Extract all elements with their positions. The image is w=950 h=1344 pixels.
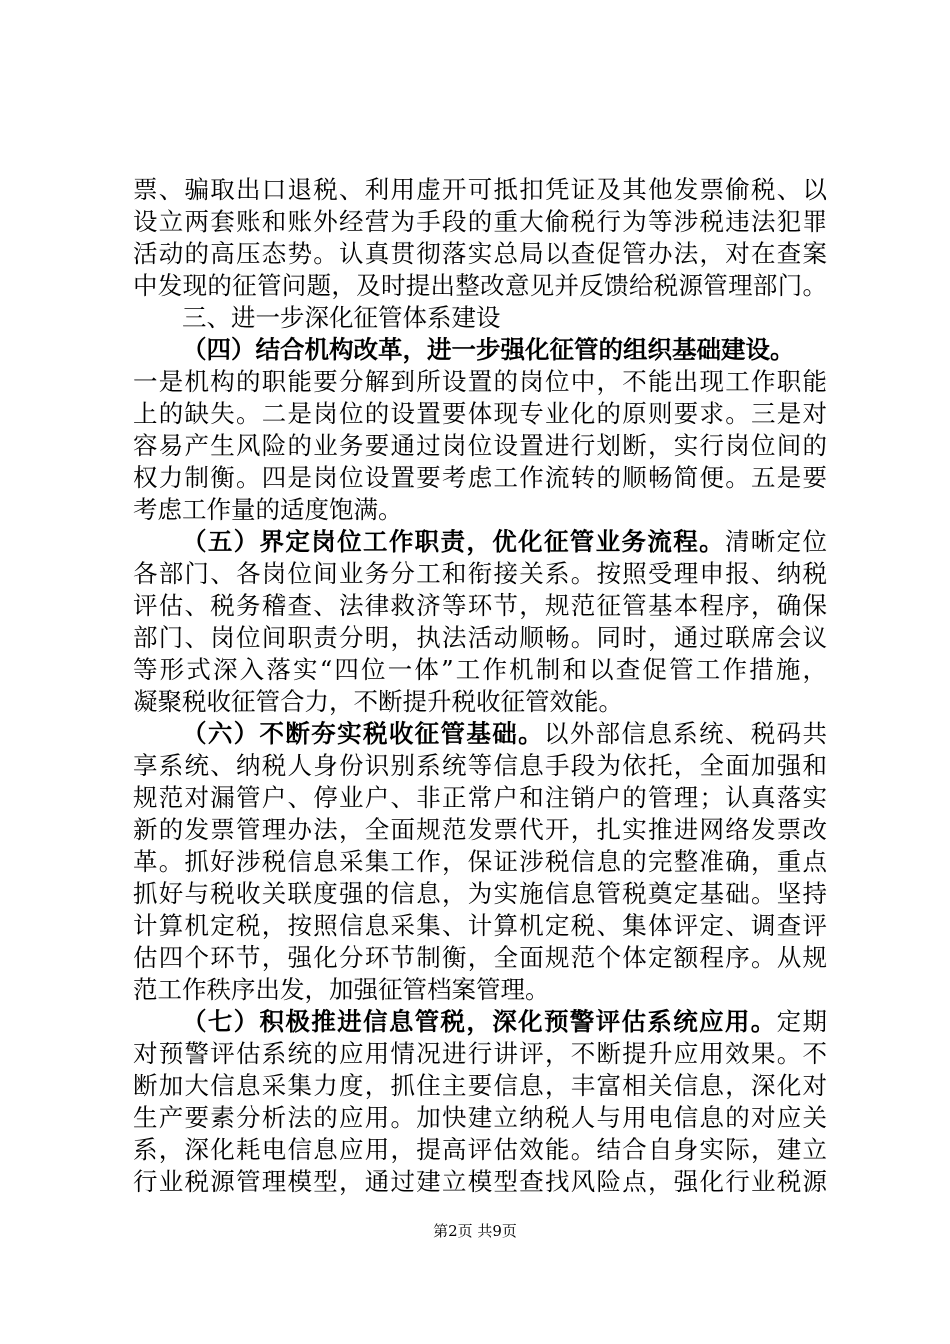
text-line: 享系统、纳税人身份识别系统等信息手段为依托，全面加强和 bbox=[133, 751, 827, 780]
text-line bbox=[133, 718, 827, 750]
text-line: 中发现的征管问题，及时提出整改意见并反馈给税源管理部门。 bbox=[133, 271, 827, 300]
text-line: 考虑工作量的适度饱满。 bbox=[133, 495, 403, 524]
text-line: 凝聚税收征管合力，不断提升税收征管效能。 bbox=[133, 687, 623, 716]
heading-run: （六）不断夯实税收征管基础。 bbox=[182, 719, 544, 748]
text-line: 三、进一步深化征管体系建设 bbox=[182, 303, 501, 332]
text-line: 革。抓好涉税信息采集工作，保证涉税信息的完整准确，重点 bbox=[133, 847, 827, 876]
text-line: 断加大信息采集力度，抓住主要信息，丰富相关信息，深化对 bbox=[133, 1071, 827, 1100]
body-run: 清晰定位 bbox=[724, 527, 827, 556]
document-body bbox=[133, 174, 827, 1198]
text-line: 抓好与税收关联度强的信息，为实施信息管税奠定基础。坚持 bbox=[133, 879, 827, 908]
text-line: 评估、税务稽查、法律救济等环节，规范征管基本程序，确保 bbox=[133, 591, 827, 620]
text-line: 估四个环节，强化分环节制衡，全面规范个体定额程序。从规 bbox=[133, 943, 827, 972]
text-line bbox=[133, 1006, 827, 1038]
text-line: 对预警评估系统的应用情况进行讲评，不断提升应用效果。不 bbox=[133, 1039, 827, 1068]
text-line: 各部门、各岗位间业务分工和衔接关系。按照受理申报、纳税 bbox=[133, 559, 827, 588]
text-line: 系，深化耗电信息应用，提高评估效能。结合自身实际，建立 bbox=[133, 1135, 827, 1164]
text-line: （四）结合机构改革，进一步强化征管的组织基础建设。 bbox=[182, 335, 795, 364]
text-line: 权力制衡。四是岗位设置要考虑工作流转的顺畅简便。五是要 bbox=[133, 463, 827, 492]
text-line: 容易产生风险的业务要通过岗位设置进行划断，实行岗位间的 bbox=[133, 431, 827, 460]
text-line: 部门、岗位间职责分明，执法活动顺畅。同时，通过联席会议 bbox=[133, 623, 827, 652]
text-line: 生产要素分析法的应用。加快建立纳税人与用电信息的对应关 bbox=[133, 1103, 827, 1132]
text-line: 新的发票管理办法，全面规范发票代开，扎实推进网络发票改 bbox=[133, 815, 827, 844]
text-line bbox=[133, 526, 827, 558]
body-run: 定期 bbox=[776, 1007, 827, 1036]
text-line: 规范对漏管户、停业户、非正常户和注销户的管理；认真落实 bbox=[133, 783, 827, 812]
text-line: 活动的高压态势。认真贯彻落实总局以查促管办法，对在查案 bbox=[133, 239, 827, 268]
text-line: 一是机构的职能要分解到所设置的岗位中，不能出现工作职能 bbox=[133, 367, 827, 396]
text-line: 计算机定税，按照信息采集、计算机定税、集体评定、调查评 bbox=[133, 911, 827, 940]
text-line: 等形式深入落实“四位一体”工作机制和以查促管工作措施， bbox=[133, 655, 827, 684]
text-line: 票、骗取出口退税、利用虚开可抵扣凭证及其他发票偷税、以 bbox=[133, 175, 827, 204]
text-line: 上的缺失。二是岗位的设置要体现专业化的原则要求。三是对 bbox=[133, 399, 827, 428]
heading-run: （七）积极推进信息管税，深化预警评估系统应用。 bbox=[182, 1007, 777, 1036]
page-footer: 第2页 共9页 bbox=[433, 1222, 517, 1240]
text-line: 设立两套账和账外经营为手段的重大偷税行为等涉税违法犯罪 bbox=[133, 207, 827, 236]
text-line: 范工作秩序出发，加强征管档案管理。 bbox=[133, 975, 550, 1004]
heading-run: （五）界定岗位工作职责，优化征管业务流程。 bbox=[182, 527, 725, 556]
body-run: 以外部信息系统、税码共 bbox=[543, 719, 827, 748]
text-line: 行业税源管理模型，通过建立模型查找风险点，强化行业税源 bbox=[133, 1167, 827, 1196]
